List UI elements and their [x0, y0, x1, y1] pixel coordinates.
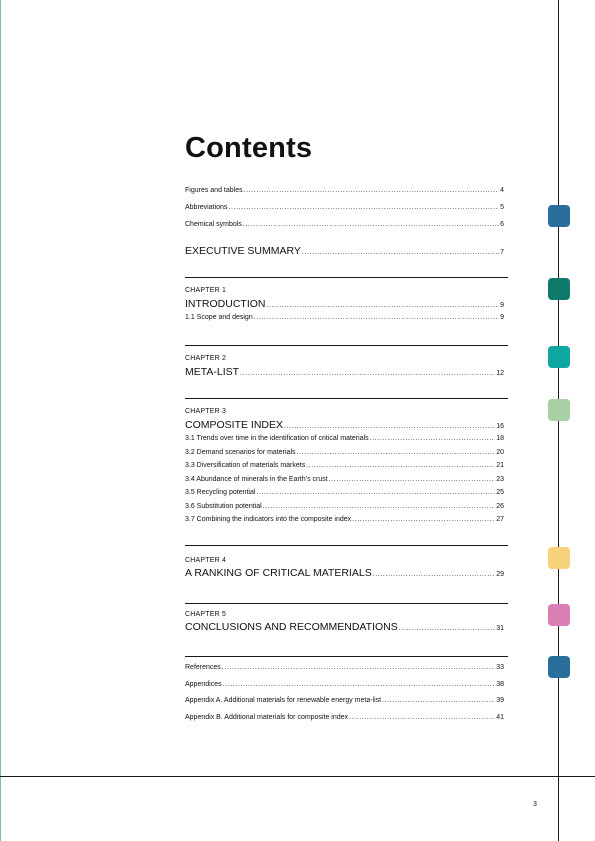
toc-entry[interactable]: Appendix A. Additional materials for renewable energy meta-list ..... 39: [185, 697, 504, 704]
toc-entry-chapter-4[interactable]: A RANKING OF CRITICAL MATERIALS ..... 29: [185, 567, 504, 579]
toc-entry-executive-summary[interactable]: EXECUTIVE SUMMARY ..... 7: [185, 245, 504, 257]
chapter-kicker: CHAPTER 4: [185, 557, 227, 564]
footer-rule: [0, 776, 595, 777]
toc-entry[interactable]: Appendices ..... 38: [185, 681, 504, 688]
chapter-tab-6[interactable]: [548, 604, 570, 626]
toc-subentry[interactable]: 3.3 Diversification of materials markets ..... 21: [185, 462, 504, 469]
toc-subentry[interactable]: 3.1 Trends over time in the identification of critical materials ..... 18: [185, 435, 504, 442]
chapter-divider: [185, 656, 508, 657]
chapter-tab-7[interactable]: [548, 656, 570, 678]
toc-entry[interactable]: Figures and tables ..... 4: [185, 187, 504, 194]
toc-entry-chapter-1[interactable]: INTRODUCTION ..... 9: [185, 298, 504, 310]
chapter-tab-3[interactable]: [548, 346, 570, 368]
chapter-divider: [185, 277, 508, 278]
chapter-tab-2[interactable]: [548, 278, 570, 300]
page-number: 3: [533, 801, 537, 808]
toc-entry-chapter-5[interactable]: CONCLUSIONS AND RECOMMENDATIONS ..... 31: [185, 621, 504, 633]
toc-entry-chapter-2[interactable]: META-LIST ..... 12: [185, 366, 504, 378]
chapter-divider: [185, 603, 508, 604]
chapter-divider: [185, 398, 508, 399]
toc-subentry[interactable]: 3.5 Recycling potential ..... 25: [185, 489, 504, 496]
toc-subentry[interactable]: 3.6 Substitution potential ..... 26: [185, 503, 504, 510]
chapter-divider: [185, 345, 508, 346]
toc-subentry[interactable]: 3.2 Demand scenarios for materials ..... 20: [185, 449, 504, 456]
chapter-tab-5[interactable]: [548, 547, 570, 569]
toc-entry-chapter-3[interactable]: COMPOSITE INDEX ..... 16: [185, 419, 504, 431]
toc-entry[interactable]: References ..... 33: [185, 664, 504, 671]
toc-subentry[interactable]: 1.1 Scope and design ..... 9: [185, 314, 504, 321]
chapter-kicker: CHAPTER 1: [185, 287, 227, 294]
chapter-tab-4[interactable]: [548, 399, 570, 421]
chapter-divider: [185, 545, 508, 546]
toc-entry[interactable]: Appendix B. Additional materials for composite index ..... 41: [185, 714, 504, 721]
chapter-tab-1[interactable]: [548, 205, 570, 227]
toc-entry[interactable]: Chemical symbols ..... 6: [185, 221, 504, 228]
toc-subentry[interactable]: 3.7 Combining the indicators into the composite index ..... 27: [185, 516, 504, 523]
chapter-kicker: CHAPTER 3: [185, 408, 227, 415]
chapter-kicker: CHAPTER 2: [185, 355, 227, 362]
left-margin-rule: [0, 0, 1, 841]
toc-subentry[interactable]: 3.4 Abundance of minerals in the Earth’s crust ..... 23: [185, 476, 504, 483]
chapter-kicker: CHAPTER 5: [185, 611, 227, 618]
toc-entry[interactable]: Abbreviations ..... 5: [185, 204, 504, 211]
page-title: Contents: [185, 132, 313, 164]
